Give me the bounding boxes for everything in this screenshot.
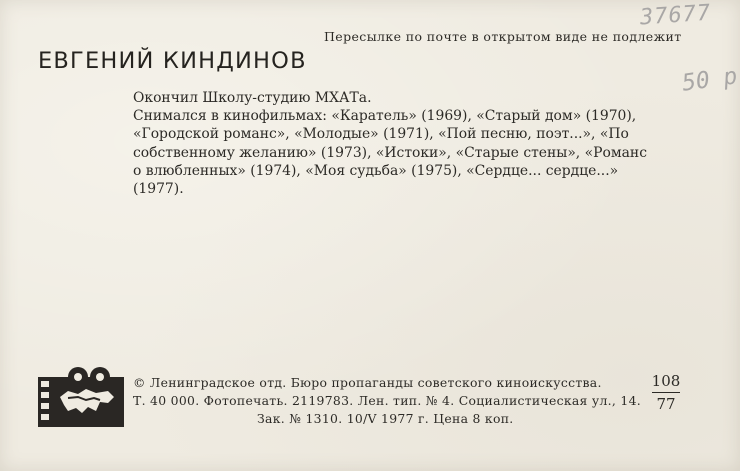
bio-line: «Городской романс», «Молодые» (1971), «Пой песню, поэт...», «По [133, 126, 629, 143]
imprint-line-3: Зак. № 1310. 10/V 1977 г. Цена 8 коп. [257, 411, 514, 426]
pencil-price-note: 50 р [680, 63, 739, 97]
bio-line: собственному желанию» (1973), «Истоки», «Старые стены», «Романс [133, 144, 647, 161]
imprint-line-1: © Ленинградское отд. Бюро пропаганды советского киноискусства. [133, 375, 602, 390]
fraction-bar [652, 392, 680, 393]
bio-line: Снимался в кинофильмах: «Каратель» (1969), «Старый дом» (1970), [133, 108, 637, 125]
bio-line: (1977). [133, 181, 184, 198]
imprint-line-2: Т. 40 000. Фотопечать. 2119783. Лен. тип. № 4. Социалистическая ул., 14. [133, 393, 641, 408]
film-camera-logo-icon [38, 367, 124, 427]
bio-line: о влюбленных» (1974), «Моя судьба» (1975), «Сердце... сердце...» [133, 162, 619, 179]
catalog-code-top: 108 [651, 372, 681, 390]
pencil-number-note: 37677 [639, 0, 713, 31]
actor-name-heading: ЕВГЕНИЙ КИНДИНОВ [38, 48, 307, 74]
publisher-imprint [133, 374, 641, 428]
actor-biography [133, 89, 683, 198]
catalog-code-fraction [651, 372, 681, 413]
catalog-code-bottom: 77 [656, 395, 676, 413]
bio-line: Окончил Школу-студию МХАТа. [133, 90, 372, 106]
mailing-restriction-notice: Пересылке по почте в открытом виде не подлежит [324, 29, 682, 44]
